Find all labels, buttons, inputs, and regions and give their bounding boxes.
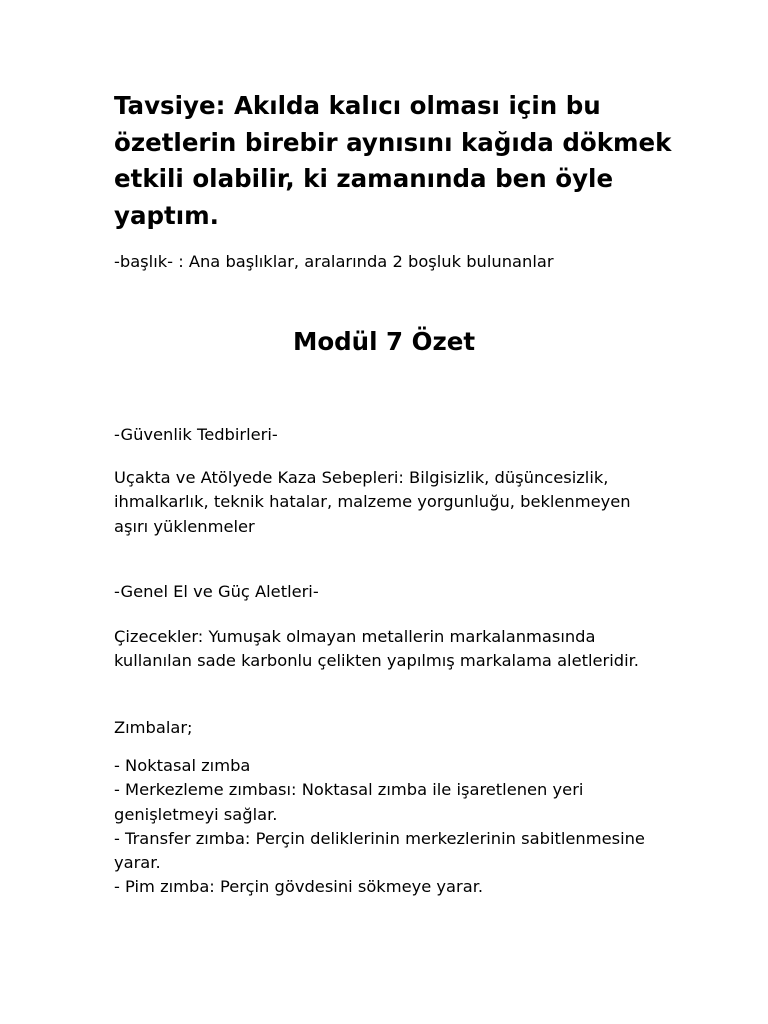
advice-heading: Tavsiye: Akılda kalıcı olması için bu özetlerin birebir aynısını kağıda dökmek etkili olabilir, ki zamanında ben öyle yaptım. [114,91,672,230]
list-item: - Pim zımba: Perçin gövdesini sökmeye yarar. [114,877,484,897]
accident-causes-paragraph: Uçakta ve Atölyede Kaza Sebepleri: Bilgisizlik, düşüncesizlik, ihmalkarlık, teknik hatalar, malzeme yorgunluğu, beklenmeyen aşırı yüklenmeler [114,468,631,536]
section-heading-safety: -Güvenlik Tedbirleri- [114,425,278,444]
list-item: - Transfer zımba: Perçin deliklerinin merkezlerinin sabitlenmesine yarar. [114,828,645,873]
list-item: - Noktasal zımba [114,756,251,775]
heading-legend-note: -başlık- : Ana başlıklar, aralarında 2 boşluk bulunanlar [114,252,554,271]
punches-heading: Zımbalar; [114,718,193,737]
list-item: - Merkezleme zımbası: Noktasal zımba ile işaretlenen yeri genişletmeyi sağlar. [114,780,584,824]
section-heading-tools: -Genel El ve Güç Aletleri- [114,582,319,601]
punches-list [114,754,659,900]
document-title: Modül 7 Özet [292,327,476,356]
scribers-paragraph: Çizecekler: Yumuşak olmayan metallerin markalanmasında kullanılan sade karbonlu çelikten yapılmış markalama aletleridir. [114,627,639,671]
